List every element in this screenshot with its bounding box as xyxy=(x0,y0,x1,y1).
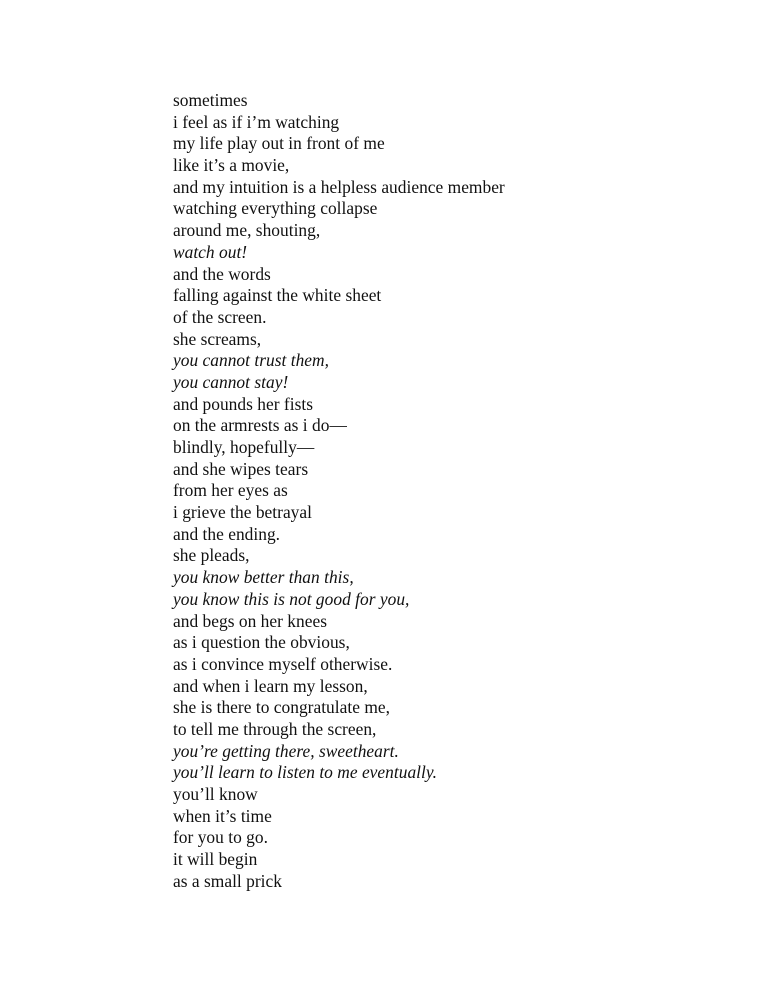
poem-line: you know this is not good for you, xyxy=(173,588,410,609)
poem-line: to tell me through the screen, xyxy=(173,718,377,739)
poem-line: you cannot stay! xyxy=(173,371,289,392)
poem-line: you cannot trust them, xyxy=(173,350,329,371)
poem-line: watch out! xyxy=(173,241,248,262)
poem-line: and when i learn my lesson, xyxy=(173,675,368,696)
poem-line: sometimes xyxy=(173,90,248,110)
poem-line: for you to go. xyxy=(173,827,268,848)
poem-line: when it’s time xyxy=(173,805,272,826)
poem-line: you’ll know xyxy=(173,784,258,804)
poem-line: she is there to congratulate me, xyxy=(173,697,390,718)
poem-line: as a small prick xyxy=(173,870,282,891)
poem-line: as i question the obvious, xyxy=(173,632,350,653)
poem-line: you know better than this, xyxy=(173,567,354,588)
poem-line: around me, shouting, xyxy=(173,220,321,241)
poem-line: and pounds her fists xyxy=(173,393,313,414)
poem-line: of the screen. xyxy=(173,306,267,327)
poem-line: watching everything collapse xyxy=(173,198,378,219)
poem-line: as i convince myself otherwise. xyxy=(173,653,393,674)
poem-line: she pleads, xyxy=(173,545,250,566)
poem-line: falling against the white sheet xyxy=(173,285,382,306)
poem-line: i feel as if i’m watching xyxy=(173,111,340,132)
poem-line: on the armrests as i do— xyxy=(173,415,347,436)
poem-line: i grieve the betrayal xyxy=(173,502,312,523)
poem-body xyxy=(173,90,733,892)
poem-line: you’re getting there, sweetheart. xyxy=(173,740,399,761)
poem-line: and she wipes tears xyxy=(173,458,309,479)
poem-line: it will begin xyxy=(173,849,258,870)
poem-line: and the words xyxy=(173,263,271,284)
poem-line: and my intuition is a helpless audience member xyxy=(173,176,505,197)
poem-line: you’ll learn to listen to me eventually. xyxy=(173,762,438,783)
poem-line: like it’s a movie, xyxy=(173,155,290,176)
poem-line: from her eyes as xyxy=(173,480,288,501)
poem-line: and the ending. xyxy=(173,523,281,544)
poem-line: she screams, xyxy=(173,328,262,349)
poem-line: blindly, hopefully— xyxy=(173,437,315,457)
poem-line: and begs on her knees xyxy=(173,610,327,631)
poem-line: my life play out in front of me xyxy=(173,133,385,154)
